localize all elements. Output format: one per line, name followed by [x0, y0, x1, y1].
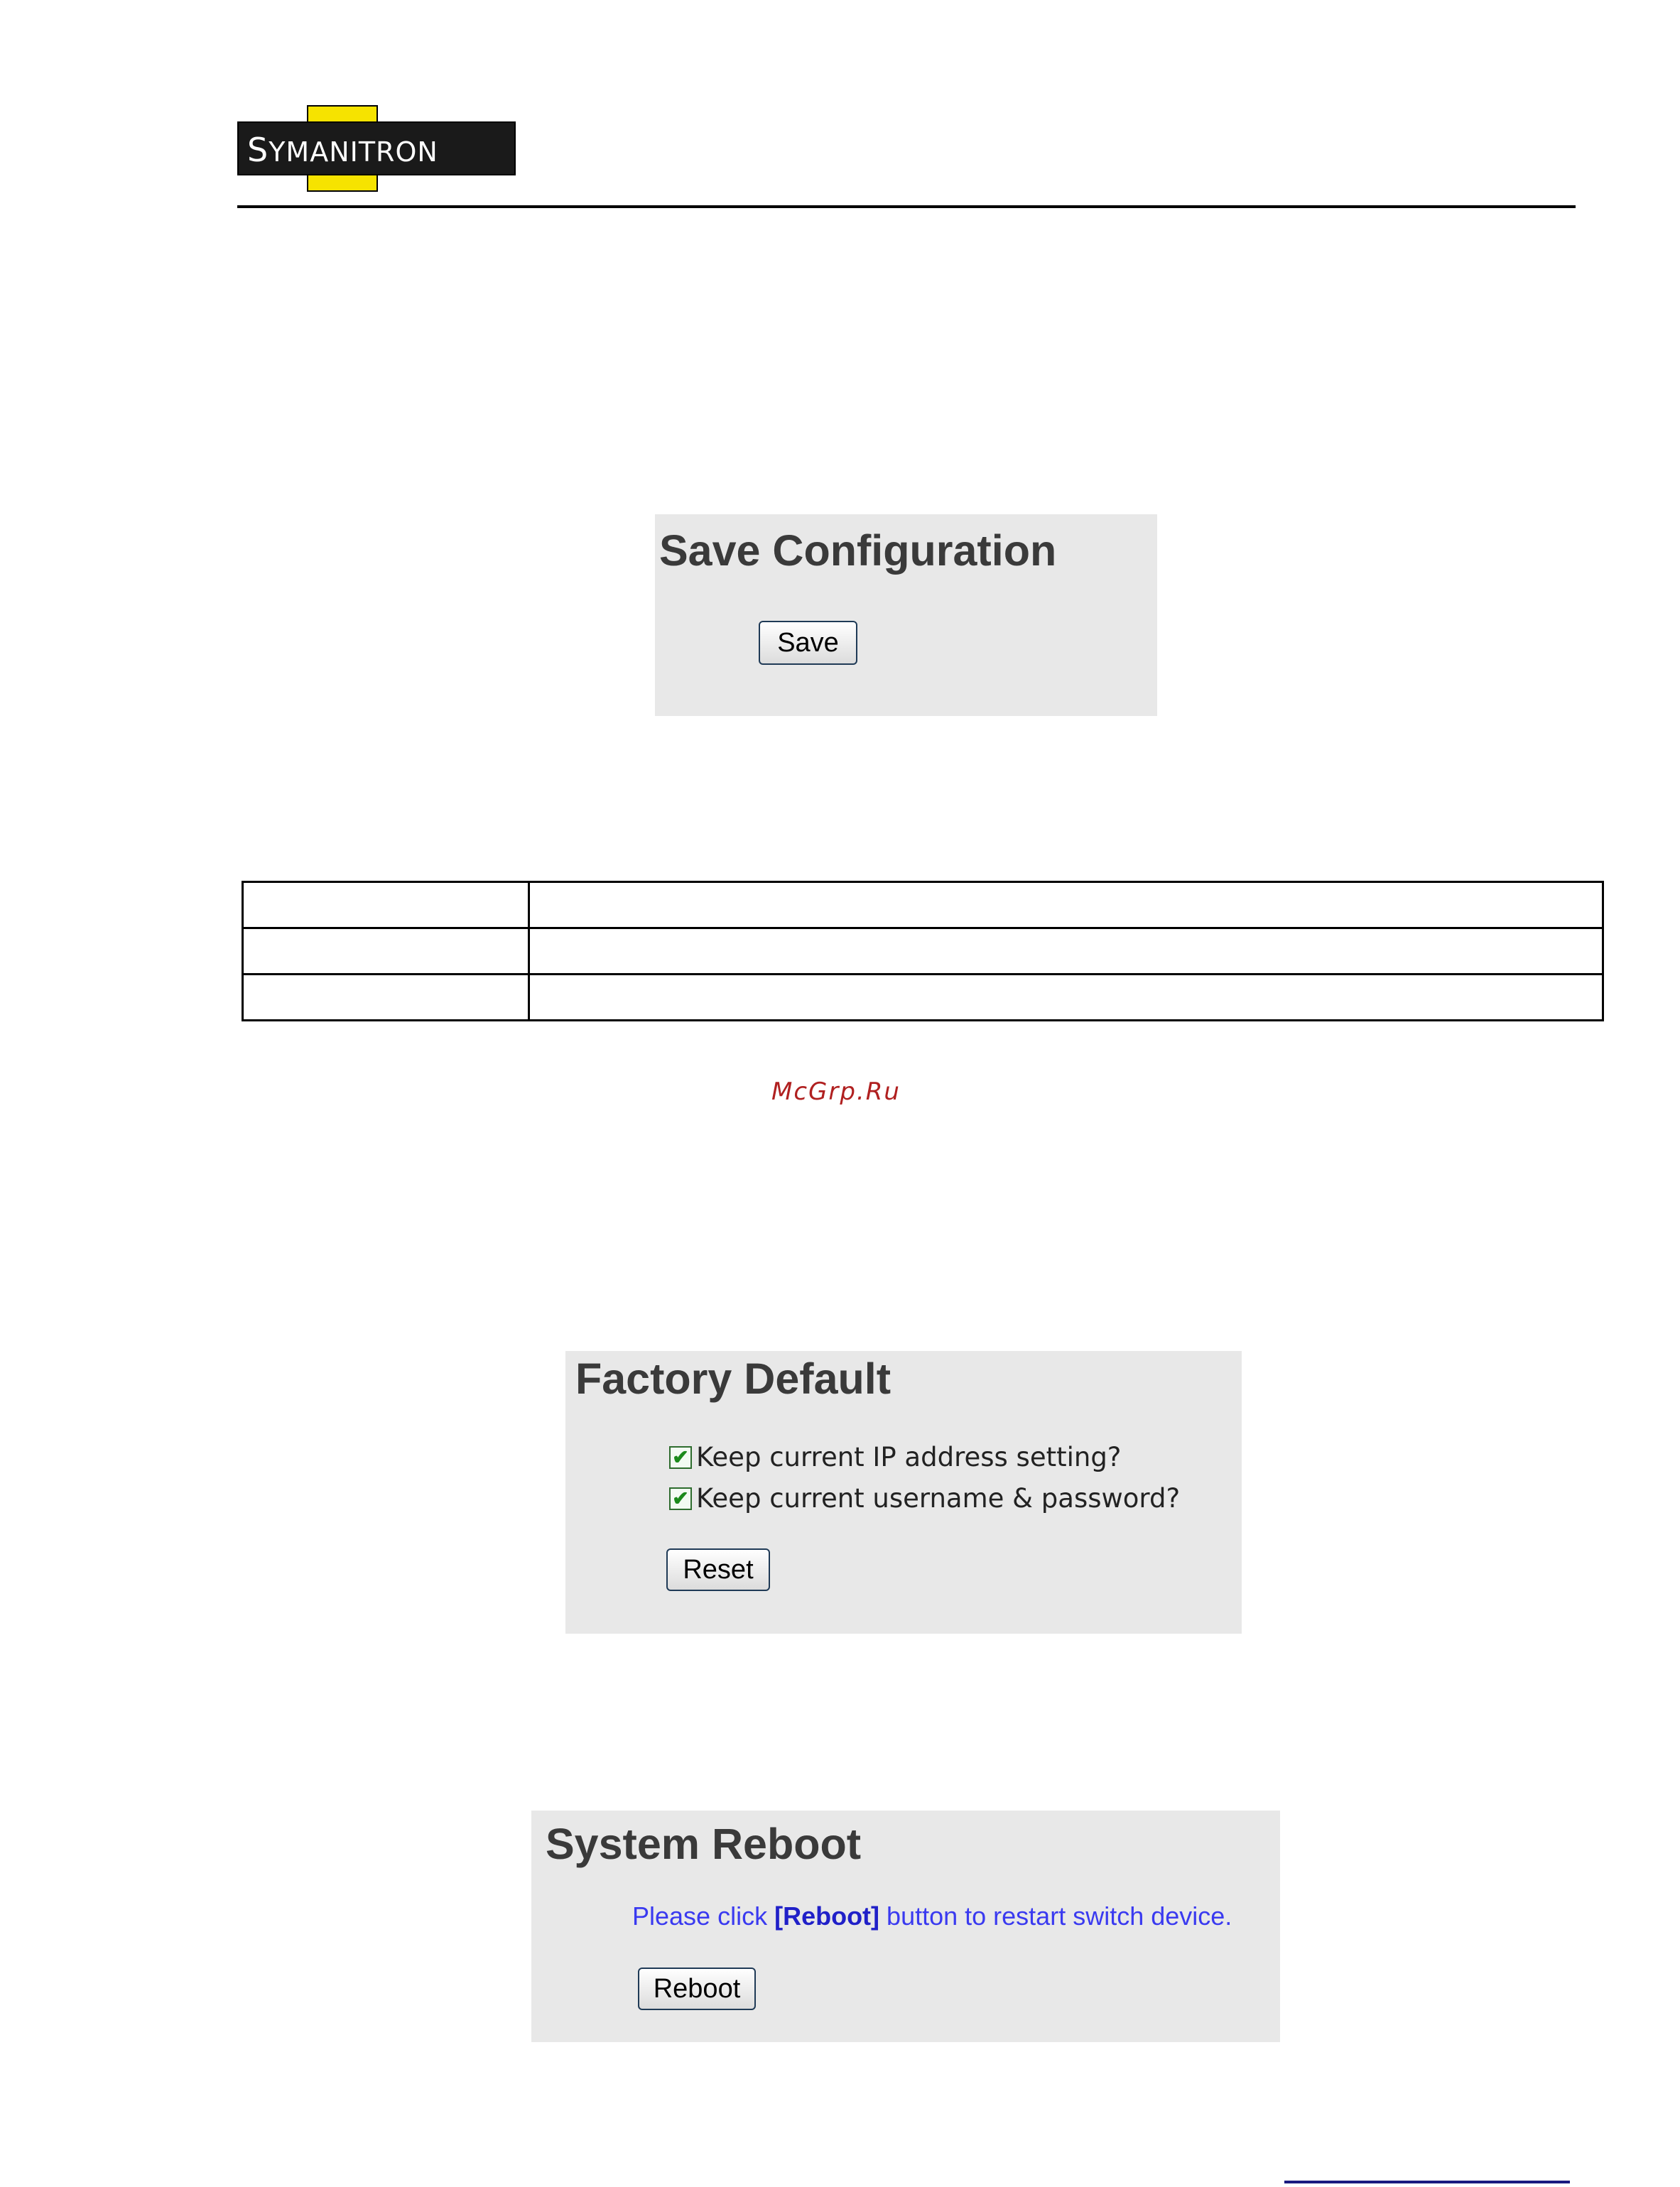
table-row	[243, 882, 1603, 928]
keep-ip-label: Keep current IP address setting?	[696, 1442, 1122, 1472]
table-cell	[529, 928, 1603, 975]
reboot-instruction	[632, 1901, 1232, 1931]
table-row	[243, 975, 1603, 1021]
keep-ip-checkbox[interactable]: ✔	[669, 1446, 692, 1469]
header-rule	[237, 205, 1576, 208]
symanitron-logo	[237, 105, 516, 192]
reboot-instruction-suffix: button to restart switch device.	[879, 1901, 1232, 1931]
table-cell	[529, 975, 1603, 1021]
table-cell	[243, 975, 529, 1021]
keep-user-checkbox[interactable]: ✔	[669, 1487, 692, 1510]
save-configuration-title: Save Configuration	[659, 526, 1057, 575]
table-cell	[529, 882, 1603, 928]
table-row	[243, 928, 1603, 975]
reboot-instruction-prefix: Please click	[632, 1901, 775, 1931]
description-table	[242, 881, 1604, 1021]
logo-wordmark: SYMANITRON	[247, 131, 438, 169]
watermark-text: McGrp.Ru	[771, 1078, 901, 1106]
keep-ip-option[interactable]	[669, 1442, 1121, 1472]
save-configuration-panel	[655, 514, 1157, 716]
factory-default-panel	[565, 1351, 1242, 1634]
save-button[interactable]: Save	[759, 621, 857, 665]
table-cell	[243, 928, 529, 975]
system-reboot-title: System Reboot	[546, 1820, 862, 1868]
reboot-button[interactable]: Reboot	[638, 1968, 756, 2010]
factory-default-title: Factory Default	[575, 1355, 892, 1403]
table-cell	[243, 882, 529, 928]
keep-user-label: Keep current username & password?	[696, 1483, 1181, 1514]
system-reboot-panel	[531, 1811, 1280, 2042]
footer-rule	[1284, 2181, 1570, 2183]
keep-user-option[interactable]	[669, 1483, 1180, 1514]
reboot-instruction-keyword: [Reboot]	[774, 1901, 880, 1931]
reset-button[interactable]: Reset	[666, 1548, 770, 1591]
